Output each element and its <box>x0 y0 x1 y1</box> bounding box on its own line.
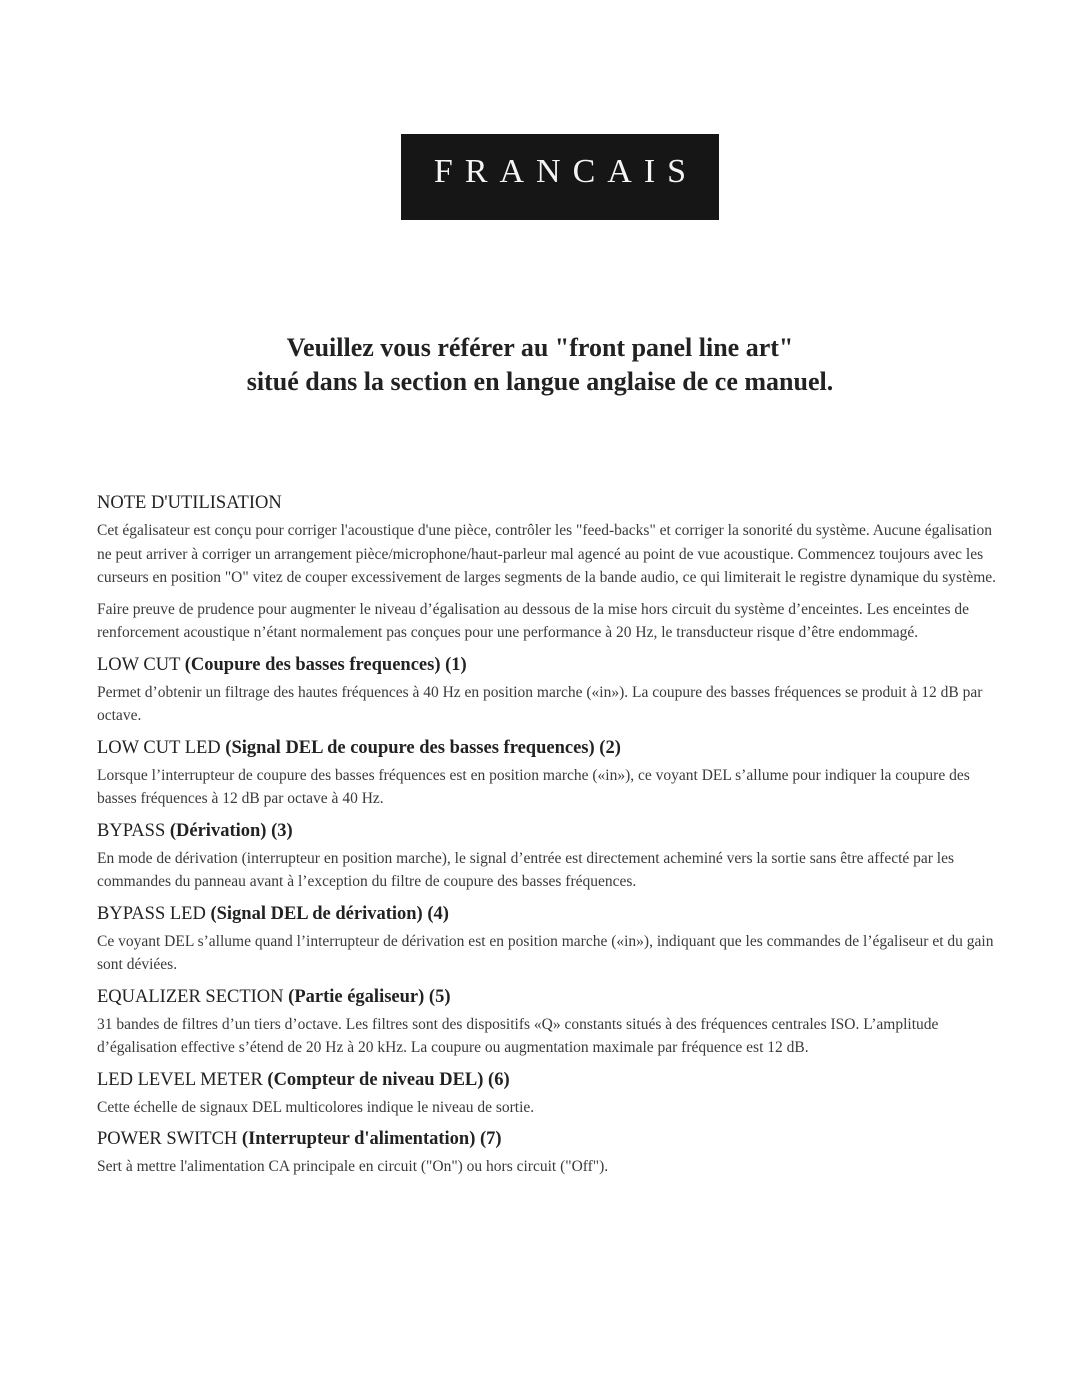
section-text: En mode de dérivation (interrupteur en position marche), le signal d’entrée est directement acheminé vers la sortie sans être affecté par les commandes du panneau avant à l’exception du filtre de coupure des basses fréquences. <box>97 849 955 890</box>
section-equalizer <box>97 985 997 1060</box>
section-title-sub: (Compteur de niveau DEL) (6) <box>267 1069 510 1090</box>
section-title-main: BYPASS <box>97 820 166 841</box>
section-title-sub: (Interrupteur d'alimentation) (7) <box>241 1129 502 1149</box>
section-low-cut <box>97 653 997 728</box>
section-text: Cette échelle de signaux DEL multicolores indique le niveau de sortie. <box>97 1098 535 1116</box>
section-bypass-led <box>97 902 997 977</box>
section-title-main: EQUALIZER SECTION <box>97 986 284 1007</box>
section-title <box>97 1068 997 1092</box>
section-power-switch <box>97 1127 997 1179</box>
section-title-main: POWER SWITCH <box>97 1129 238 1149</box>
section-title-main: BYPASS LED <box>97 903 206 924</box>
section-title <box>97 736 997 760</box>
section-title-main: LOW CUT <box>97 654 181 675</box>
note-section <box>97 491 997 645</box>
section-title-sub: (Signal DEL de coupure des basses frequences) (2) <box>225 737 621 758</box>
banner-title: FRANCAIS <box>433 153 699 190</box>
section-led-level-meter <box>97 1068 997 1120</box>
note-title: NOTE D'UTILISATION <box>97 493 282 513</box>
note-paragraph-1: Cet égalisateur est conçu pour corriger l'acoustique d'une pièce, contrôler les "feed-backs" et corriger la sonorité du système. Aucune égalisation ne peut arriver à corriger un arrangement pièce/microphone/haut-parleur mal agencé au point de vue acoustique. Commencez toujours avec les curseurs en position "O" vitez de couper excessivement de larges segments de la bande audio, ce qui limiterait le registre dynamique du système. <box>97 522 997 586</box>
section-text: Permet d’obtenir un filtrage des hautes fréquences à 40 Hz en position marche («in»). La coupure des basses fréquences se produit à 12 dB par octave. <box>97 683 983 724</box>
section-title <box>97 653 997 677</box>
section-text: Sert à mettre l'alimentation CA principale en circuit ("On") ou hors circuit ("Off"). <box>97 1158 609 1175</box>
section-title-sub: (Partie égaliseur) (5) <box>288 986 451 1007</box>
section-text: Ce voyant DEL s’allume quand l’interrupteur de dérivation est en position marche («in»), indiquant que les commandes de l’égaliseur et du gain sont déviées. <box>97 932 994 973</box>
section-title-sub: (Coupure des basses frequences) (1) <box>184 654 467 675</box>
section-title-sub: (Dérivation) (3) <box>169 820 293 841</box>
section-bypass <box>97 819 997 894</box>
intro-line-1: Veuillez vous référer au "front panel line art" <box>286 333 794 362</box>
section-title <box>97 819 997 843</box>
intro-line-2: situé dans la section en langue anglaise de ce manuel. <box>246 367 834 396</box>
note-paragraph-2: Faire preuve de prudence pour augmenter le niveau d’égalisation au dessous de la mise hors circuit du système d’enceintes. Les enceintes de renforcement acoustique n’étant normalement pas conçues pour une performance à 20 Hz, le transducteur risque d’être endommagé. <box>97 600 969 641</box>
section-title-main: LOW CUT LED <box>97 737 221 758</box>
section-title <box>97 902 997 926</box>
section-text: Lorsque l’interrupteur de coupure des basses fréquences est en position marche («in»), ce voyant DEL s’allume pour indiquer la coupure des basses fréquences à 12 dB par octave à 40 Hz. <box>97 766 970 807</box>
section-title <box>97 985 997 1009</box>
section-title-sub: (Signal DEL de dérivation) (4) <box>210 903 449 924</box>
section-title <box>97 1127 997 1151</box>
section-low-cut-led <box>97 736 997 811</box>
language-banner <box>401 134 719 220</box>
section-text: 31 bandes de filtres d’un tiers d’octave. Les filtres sont des dispositifs «Q» constants situés à des fréquences centrales ISO. L’amplitude d’égalisation effective s’étend de 20 Hz à 20 kHz. La coupure ou augmentation maximale par fréquence est 12 dB. <box>97 1015 939 1056</box>
manual-content <box>97 491 997 1187</box>
section-title-main: LED LEVEL METER <box>97 1069 263 1090</box>
